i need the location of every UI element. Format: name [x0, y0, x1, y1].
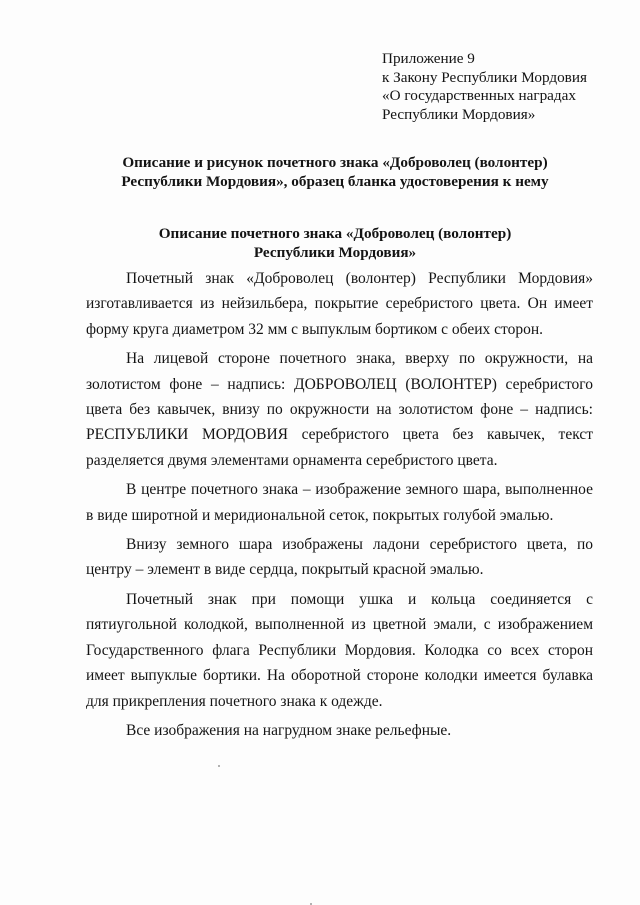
body-paragraph: Внизу земного шара изображены ладони серебристого цвета, по центру – элемент в виде сердца, покрытый красной эмалью. — [86, 536, 593, 579]
body-paragraph: В центре почетного знака – изображение земного шара, выполненное в виде широтной и меридиональной сеток, покрытых голубой эмалью. — [86, 481, 593, 524]
appendix-note — [382, 50, 632, 124]
appendix-line: «О государственных наградах — [382, 87, 576, 104]
document-title-line: Республики Мордовия», образец бланка удостоверения к нему — [121, 173, 549, 190]
section-heading-line: Описание почетного знака «Доброволец (волонтер) — [158, 225, 512, 242]
body-paragraph: Все изображения на нагрудном знаке рельефные. — [126, 721, 452, 739]
section-heading — [60, 224, 610, 262]
appendix-line: Приложение 9 — [382, 50, 475, 67]
body-paragraph: Почетный знак «Доброволец (волонтер) Республики Мордовия» изготавливается из нейзильбера, покрытие серебристого цвета. Он имеет форму круга диаметром 32 мм с выпуклым бортиком с обеих сторон. — [86, 270, 593, 338]
document-body — [86, 266, 593, 747]
document-title — [60, 153, 610, 191]
scan-speck — [218, 765, 220, 767]
body-paragraph: Почетный знак при помощи ушка и кольца соединяется с пятиугольной колодкой, выполненной из цветной эмали, с изображением Государственного флага Республики Мордовия. Колодка со всех сторон имеет выпуклые бортики. На оборотной стороне колодки имеется булавка для прикрепления почетного знака к одежде. — [86, 590, 593, 710]
document-title-line: Описание и рисунок почетного знака «Доброволец (волонтер) — [122, 154, 548, 171]
appendix-line: к Закону Республики Мордовия — [382, 68, 587, 86]
section-heading-line: Республики Мордовия» — [253, 244, 417, 261]
body-paragraph: На лицевой стороне почетного знака, вверху по окружности, на золотистом фоне – надпись: ДОБРОВОЛЕЦ (ВОЛОНТЕР) серебристого цвета без кавычек, внизу по окружности на золотистом фоне – надпись: РЕСПУБЛИКИ МОРДОВИЯ серебристого цвета без кавычек, текст разделяется двумя элементами орнамента серебристого цвета. — [86, 350, 593, 469]
appendix-line: Республики Мордовия» — [382, 105, 536, 123]
